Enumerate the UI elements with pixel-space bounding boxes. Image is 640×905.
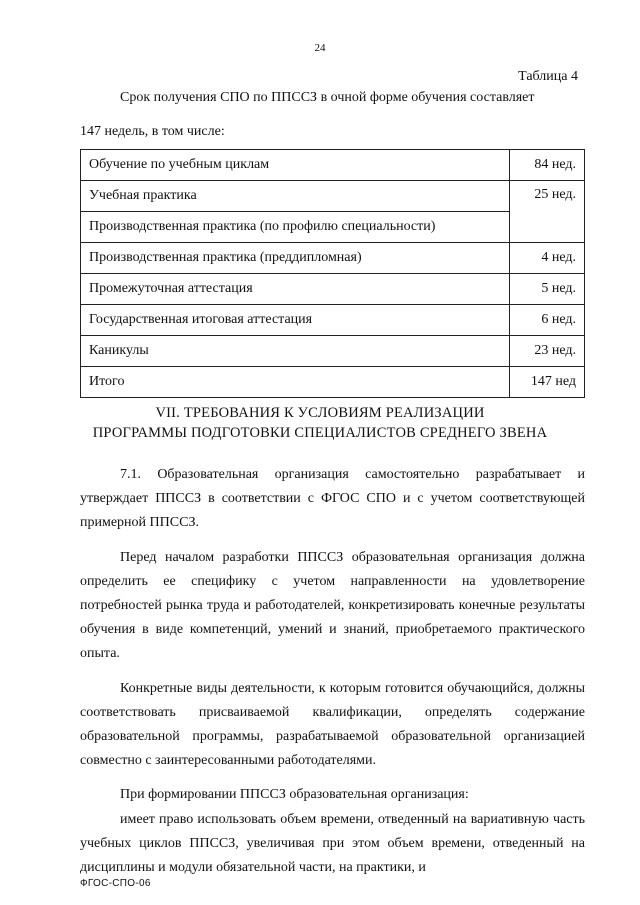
table-row (81, 212, 585, 243)
table-cell-value: 6 нед. (510, 305, 585, 336)
table-row (81, 181, 585, 212)
table-cell-value: 147 нед (510, 367, 585, 398)
table-cell-value: 23 нед. (510, 336, 585, 367)
intro-text (80, 86, 585, 144)
table-cell-value: 84 нед. (510, 150, 585, 181)
table-row (81, 150, 585, 181)
table-cell-value: 25 нед. (510, 181, 585, 243)
table-cell-label: Обучение по учебным циклам (81, 150, 510, 181)
paragraph: 7.1. Образовательная организация самостоятельно разрабатывает и утверждает ППССЗ в соответствии с ФГОС СПО и с учетом соответствующей примерной ППССЗ. (80, 467, 585, 531)
table-cell-label: Учебная практика (81, 181, 510, 212)
paragraph: имеет право использовать объем времени, отведенный на вариативную часть учебных циклов ППССЗ, увеличивая при этом объем времени, отведенный на дисциплины и модули обязательной части, на практики, и (80, 811, 585, 876)
table-cell-label: Итого (81, 367, 510, 398)
paragraph: Конкретные виды деятельности, к которым готовится обучающийся, должны соответствовать присваиваемой квалификации, определять содержание образовательной программы, разрабатываемой образовательной организацией совместно с заинтересованными работодателями. (80, 680, 585, 769)
table-cell-label: Государственная итоговая аттестация (81, 305, 510, 336)
paragraph: Перед началом разработки ППССЗ образовательная организация должна определить ее специфику с учетом направленности на удовлетворение потребностей рынка труда и работодателей, конкретизировать конечные результаты обучения в виде компетенций, умений и знаний, приобретаемого практического опыта. (80, 549, 585, 662)
intro-line-1: Срок получения СПО по ППССЗ в очной форме обучения составляет (120, 90, 535, 105)
intro-line-2: 147 недель, в том числе: (80, 124, 225, 139)
paragraph: При формировании ППССЗ образовательная организация: (120, 787, 469, 803)
table-cell-value: 5 нед. (510, 274, 585, 305)
table-row (81, 274, 585, 305)
table-cell-label: Производственная практика (преддипломная) (81, 243, 510, 274)
table-row (81, 305, 585, 336)
document-code-footer: ФГОС-СПО-06 (80, 878, 151, 889)
table-row (81, 336, 585, 367)
table-cell-value: 4 нед. (510, 243, 585, 274)
table-cell-label: Каникулы (81, 336, 510, 367)
body-text (80, 463, 585, 880)
section-heading (60, 403, 580, 443)
section-heading-line-2: ПРОГРАММЫ ПОДГОТОВКИ СПЕЦИАЛИСТОВ СРЕДНЕГО ЗВЕНА (92, 425, 548, 441)
study-term-table (80, 149, 585, 398)
table-label: Таблица 4 (518, 69, 578, 84)
table-row (81, 367, 585, 398)
table-row (81, 243, 585, 274)
table-cell-label: Производственная практика (по профилю специальности) (81, 212, 510, 243)
page-number: 24 (314, 42, 326, 54)
section-heading-line-1: VII. ТРЕБОВАНИЯ К УСЛОВИЯМ РЕАЛИЗАЦИИ (155, 405, 485, 421)
table-cell-label: Промежуточная аттестация (81, 274, 510, 305)
